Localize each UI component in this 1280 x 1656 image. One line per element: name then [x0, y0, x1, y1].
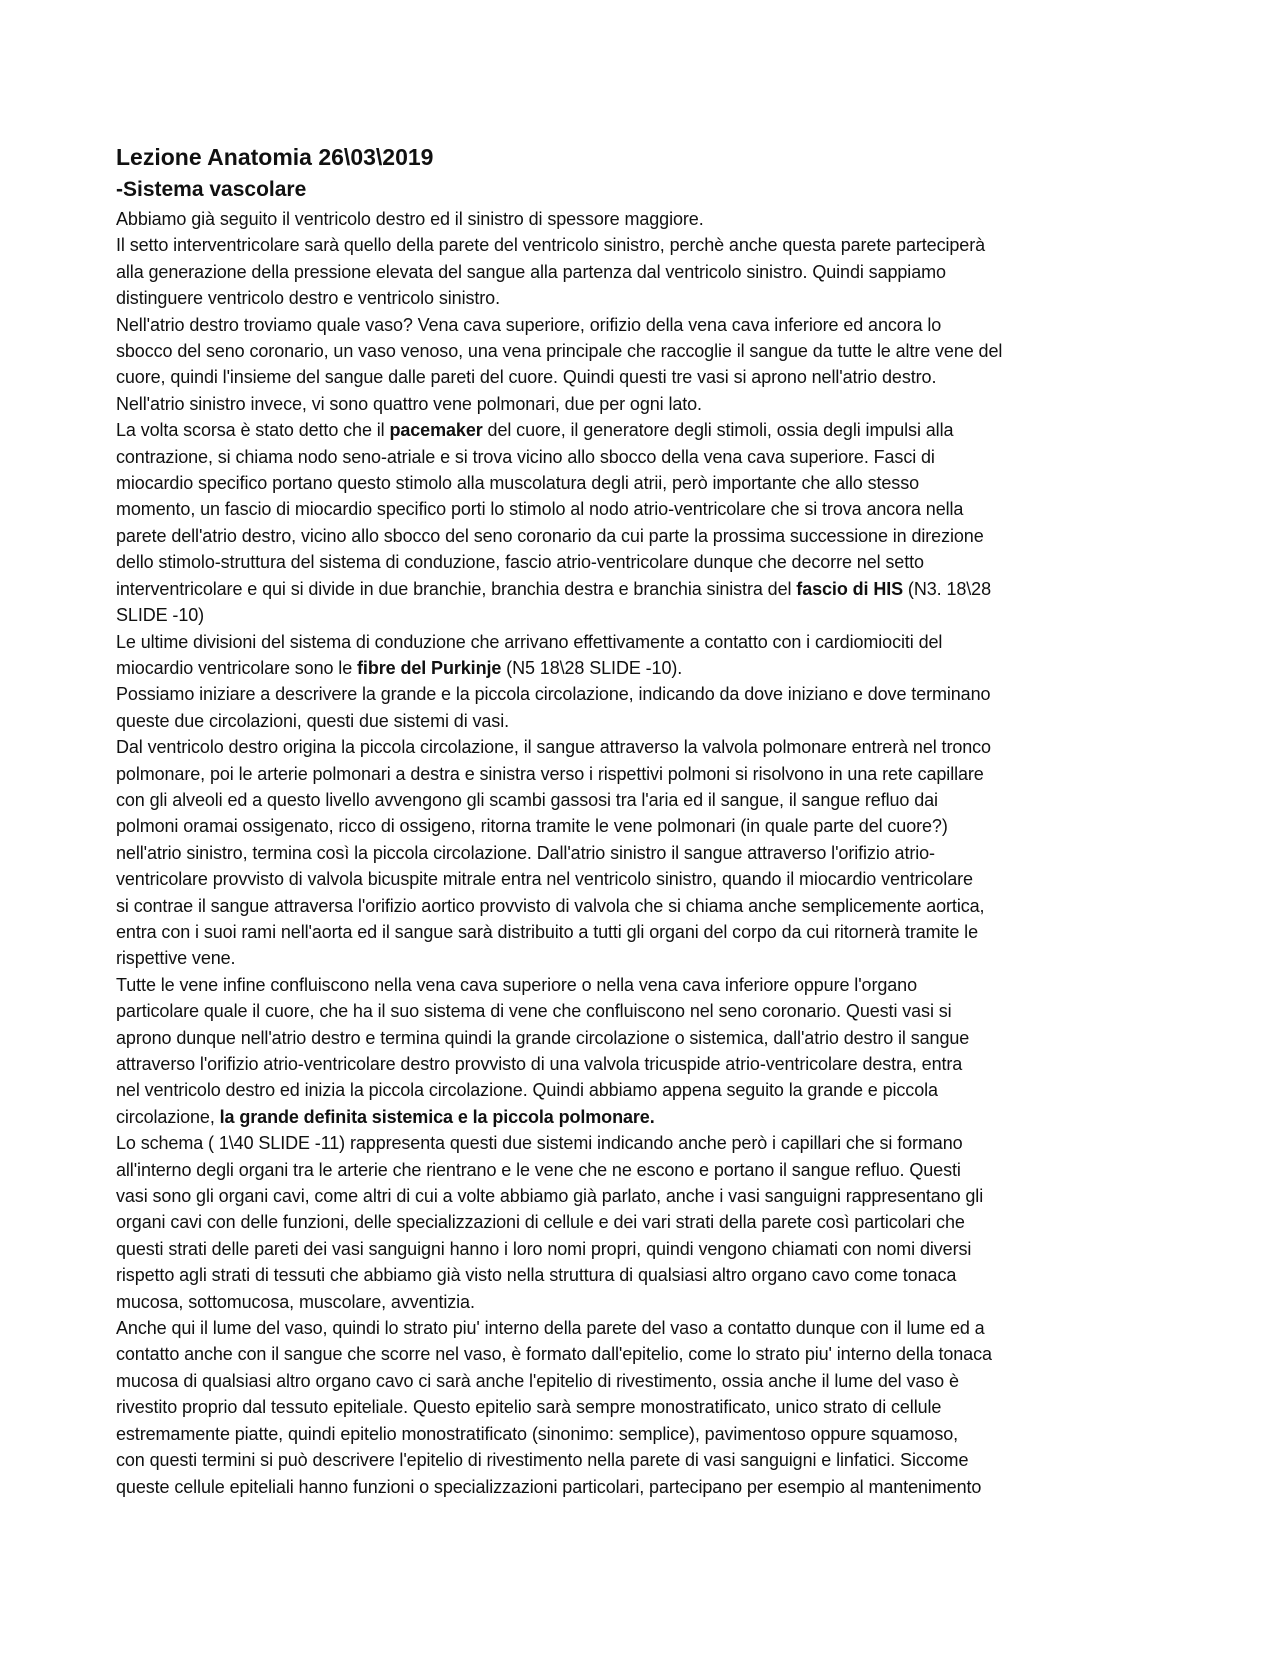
text-segment: si contrae il sangue attraversa l'orifizio aortico provvisto di valvola che si chiama anche semplicemente aortica, — [116, 895, 985, 916]
text-segment: rivestito proprio dal tessuto epiteliale. Questo epitelio sarà sempre monostratificato, unico strato di cellule — [116, 1397, 942, 1418]
text-line — [116, 1157, 1164, 1183]
text-segment: Nell'atrio destro troviamo quale vaso? Vena cava superiore, orifizio della vena cava inferiore ed ancora lo — [116, 314, 942, 335]
text-line — [116, 232, 1164, 258]
text-segment: miocardio specifico portano questo stimolo alla muscolatura degli atrii, però importante che allo stesso — [116, 473, 920, 494]
text-line — [116, 259, 1164, 285]
text-segment: attraverso l'orifizio atrio-ventricolare destro provvisto di una valvola tricuspide atrio-ventricolare destra, entra — [116, 1054, 963, 1074]
bold-term: fibre del Purkinje — [357, 657, 502, 678]
text-segment: Dal ventricolo destro origina la piccola circolazione, il sangue attraverso la valvola polmonare entrerà nel tronco — [116, 737, 991, 758]
text-line — [116, 1394, 1164, 1420]
text-line — [116, 1077, 1164, 1103]
text-line — [116, 629, 1164, 655]
text-segment: rispettive vene. — [116, 948, 236, 969]
text-segment: mucosa, sottomucosa, muscolare, avventizia. — [116, 1291, 475, 1312]
text-segment: contatto anche con il sangue che scorre nel vaso, è formato dall'epitelio, come lo strato piu' interno della tonaca — [116, 1344, 992, 1365]
text-segment: questi strati delle pareti dei vasi sanguigni hanno i loro nomi propri, quindi vengono chiamati con nomi diversi — [116, 1238, 972, 1259]
text-line — [116, 391, 1164, 417]
text-line — [116, 1368, 1164, 1394]
text-line — [116, 470, 1164, 496]
text-segment: queste due circolazioni, questi due sistemi di vasi. — [116, 710, 510, 731]
document-page — [116, 140, 1164, 1500]
text-segment: parete dell'atrio destro, vicino allo sbocco del seno coronario da cui parte la prossima successione in direzione — [116, 525, 984, 546]
text-line — [116, 1051, 1164, 1077]
paragraph — [116, 391, 1164, 417]
text-line — [116, 1341, 1164, 1367]
text-segment: entra con i suoi rami nell'aorta ed il sangue sarà distribuito a tutti gli organi del corpo da cui ritornerà tramite le — [116, 921, 978, 942]
text-line — [116, 787, 1164, 813]
text-segment: circolazione, — [116, 1106, 220, 1127]
text-line — [116, 1130, 1164, 1156]
text-segment: interventricolare e qui si divide in due branchie, branchia destra e branchia sinistra del — [116, 578, 797, 599]
text-segment: SLIDE -10) — [116, 605, 205, 626]
text-line — [116, 1262, 1164, 1288]
text-line — [116, 523, 1164, 549]
paragraph — [116, 1130, 1164, 1315]
text-segment: Il setto interventricolare sarà quello della parete del ventricolo sinistro, perchè anche questa parete parteciperà — [116, 235, 986, 256]
text-segment: del cuore, il generatore degli stimoli, ossia degli impulsi alla — [482, 420, 954, 441]
paragraph — [116, 206, 1164, 232]
bold-term: fascio di HIS — [796, 578, 904, 599]
text-segment: all'interno degli organi tra le arterie che rientrano e le vene che ne escono e portano il sangue refluo. Questi — [116, 1159, 961, 1180]
text-segment: miocardio ventricolare sono le — [116, 657, 358, 678]
text-segment: cuore, quindi l'insieme del sangue dalle pareti del cuore. Quindi questi tre vasi si aprono nell'atrio destro. — [116, 367, 937, 388]
text-segment: Lo schema ( 1\40 SLIDE -11) rappresenta questi due sistemi indicando anche però i capillari che si formano — [116, 1133, 963, 1154]
text-segment: con gli alveoli ed a questo livello avvengono gli scambi gassosi tra l'aria ed il sangue, il sangue refluo dai — [116, 789, 938, 810]
text-segment: dello stimolo-struttura del sistema di conduzione, fascio atrio-ventricolare dunque che decorre nel setto — [116, 552, 924, 573]
text-segment: Anche qui il lume del vaso, quindi lo strato piu' interno della parete del vaso a contatto dunque con il lume ed a — [116, 1318, 985, 1339]
text-line — [116, 761, 1164, 787]
text-line — [116, 1421, 1164, 1447]
text-segment: nell'atrio sinistro, termina così la piccola circolazione. Dall'atrio sinistro il sangue attraverso l'orifizio atrio- — [116, 842, 935, 863]
text-segment: sbocco del seno coronario, un vaso venoso, una vena principale che raccoglie il sangue da tutte le altre vene del — [116, 341, 1003, 362]
paragraph — [116, 681, 1164, 734]
text-line — [116, 734, 1164, 760]
text-line — [116, 1104, 1164, 1130]
text-line — [116, 1447, 1164, 1473]
text-segment: distinguere ventricolo destro e ventricolo sinistro. — [116, 288, 500, 309]
text-line — [116, 813, 1164, 839]
text-segment: ventricolare provvisto di valvola bicuspite mitrale entra nel ventricolo sinistro, quando il miocardio ventricolare — [116, 869, 973, 890]
text-segment: Le ultime divisioni del sistema di conduzione che arrivano effettivamente a contatto con i cardiomiociti del — [116, 631, 943, 652]
text-segment: aprono dunque nell'atrio destro e termina quindi la grande circolazione o sistemica, dall'atrio destro il sangue — [116, 1027, 970, 1048]
paragraph — [116, 734, 1164, 972]
text-line — [116, 206, 1164, 232]
paragraph — [116, 1315, 1164, 1500]
text-segment: Tutte le vene infine confluiscono nella vena cava superiore o nella vena cava inferiore oppure l'organo — [116, 974, 917, 995]
text-line — [116, 417, 1164, 443]
text-line — [116, 602, 1164, 628]
text-segment: (N5 18\28 SLIDE -10). — [501, 657, 683, 678]
text-segment: rispetto agli strati di tessuti che abbiamo già visto nella struttura di qualsiasi altro organo cavo come tonaca — [116, 1265, 957, 1286]
text-line — [116, 364, 1164, 390]
text-segment: con questi termini si può descrivere l'epitelio di rivestimento nella parete di vasi sanguigni e linfatici. Siccome — [116, 1450, 969, 1471]
paragraph — [116, 417, 1164, 628]
text-line — [116, 496, 1164, 522]
text-segment: La volta scorsa è stato detto che il — [116, 420, 390, 441]
text-line — [116, 972, 1164, 998]
text-line — [116, 338, 1164, 364]
text-line — [116, 681, 1164, 707]
text-line — [116, 312, 1164, 338]
text-line — [116, 655, 1164, 681]
text-segment: particolare quale il cuore, che ha il suo sistema di vene che confluiscono nel seno coronario. Questi vasi si — [116, 1001, 952, 1022]
text-line — [116, 1183, 1164, 1209]
paragraph — [116, 629, 1164, 682]
text-segment: Abbiamo già seguito il ventricolo destro ed il sinistro di spessore maggiore. — [116, 209, 704, 229]
paragraph — [116, 232, 1164, 311]
text-line — [116, 1474, 1164, 1500]
bold-term: la grande definita sistemica e la piccola polmonare. — [219, 1106, 655, 1127]
text-line — [116, 919, 1164, 945]
text-line — [116, 840, 1164, 866]
paragraph — [116, 312, 1164, 391]
text-segment: momento, un fascio di miocardio specifico porti lo stimolo al nodo atrio-ventricolare che si trova ancora nella — [116, 499, 964, 520]
section-subtitle: -Sistema vascolare — [116, 178, 307, 201]
text-segment: mucosa di qualsiasi altro organo cavo ci sarà anche l'epitelio di rivestimento, ossia anche il lume del vaso è — [116, 1370, 959, 1391]
text-segment: organi cavi con delle funzioni, delle specializzazioni di cellule e dei vari strati della parete così particolari che — [116, 1212, 965, 1233]
text-segment: (N3. 18\28 — [903, 578, 991, 599]
text-segment: Possiamo iniziare a descrivere la grande e la piccola circolazione, indicando da dove iniziano e dove terminano — [116, 684, 991, 705]
text-line — [116, 285, 1164, 311]
text-segment: queste cellule epiteliali hanno funzioni o specializzazioni particolari, partecipano per esempio al mantenimento — [116, 1476, 982, 1497]
text-segment: polmoni oramai ossigenato, ricco di ossigeno, ritorna tramite le vene polmonari (in quale parte del cuore?) — [116, 816, 948, 837]
text-segment: nel ventricolo destro ed inizia la piccola circolazione. Quindi abbiamo appena seguito la grande e piccola — [116, 1080, 938, 1101]
text-line — [116, 444, 1164, 470]
text-segment: estremamente piatte, quindi epitelio monostratificato (sinonimo: semplice), pavimentoso oppure squamoso, — [116, 1423, 959, 1444]
text-segment: polmonare, poi le arterie polmonari a destra e sinistra verso i rispettivi polmoni si risolvono in una rete capillare — [116, 763, 984, 784]
text-line — [116, 708, 1164, 734]
text-line — [116, 549, 1164, 575]
text-line — [116, 893, 1164, 919]
text-segment: vasi sono gli organi cavi, come altri di cui a volte abbiamo già parlato, anche i vasi sanguigni rappresentano gli — [116, 1186, 984, 1207]
text-line — [116, 866, 1164, 892]
paragraph — [116, 972, 1164, 1130]
text-segment: alla generazione della pressione elevata del sangue alla partenza dal ventricolo sinistro. Quindi sappiamo — [116, 261, 946, 282]
text-segment: Nell'atrio sinistro invece, vi sono quattro vene polmonari, due per ogni lato. — [116, 393, 702, 414]
document-body — [116, 206, 1164, 1500]
text-line — [116, 1236, 1164, 1262]
text-segment: contrazione, si chiama nodo seno-atriale e si trova vicino allo sbocco della vena cava superiore. Fasci di — [116, 446, 935, 467]
text-line — [116, 1025, 1164, 1051]
text-line — [116, 945, 1164, 971]
document-title: Lezione Anatomia 26\03\2019 — [116, 144, 434, 170]
text-line — [116, 1209, 1164, 1235]
text-line — [116, 576, 1164, 602]
bold-term: pacemaker — [389, 420, 483, 441]
text-line — [116, 998, 1164, 1024]
text-line — [116, 1289, 1164, 1315]
text-line — [116, 1315, 1164, 1341]
